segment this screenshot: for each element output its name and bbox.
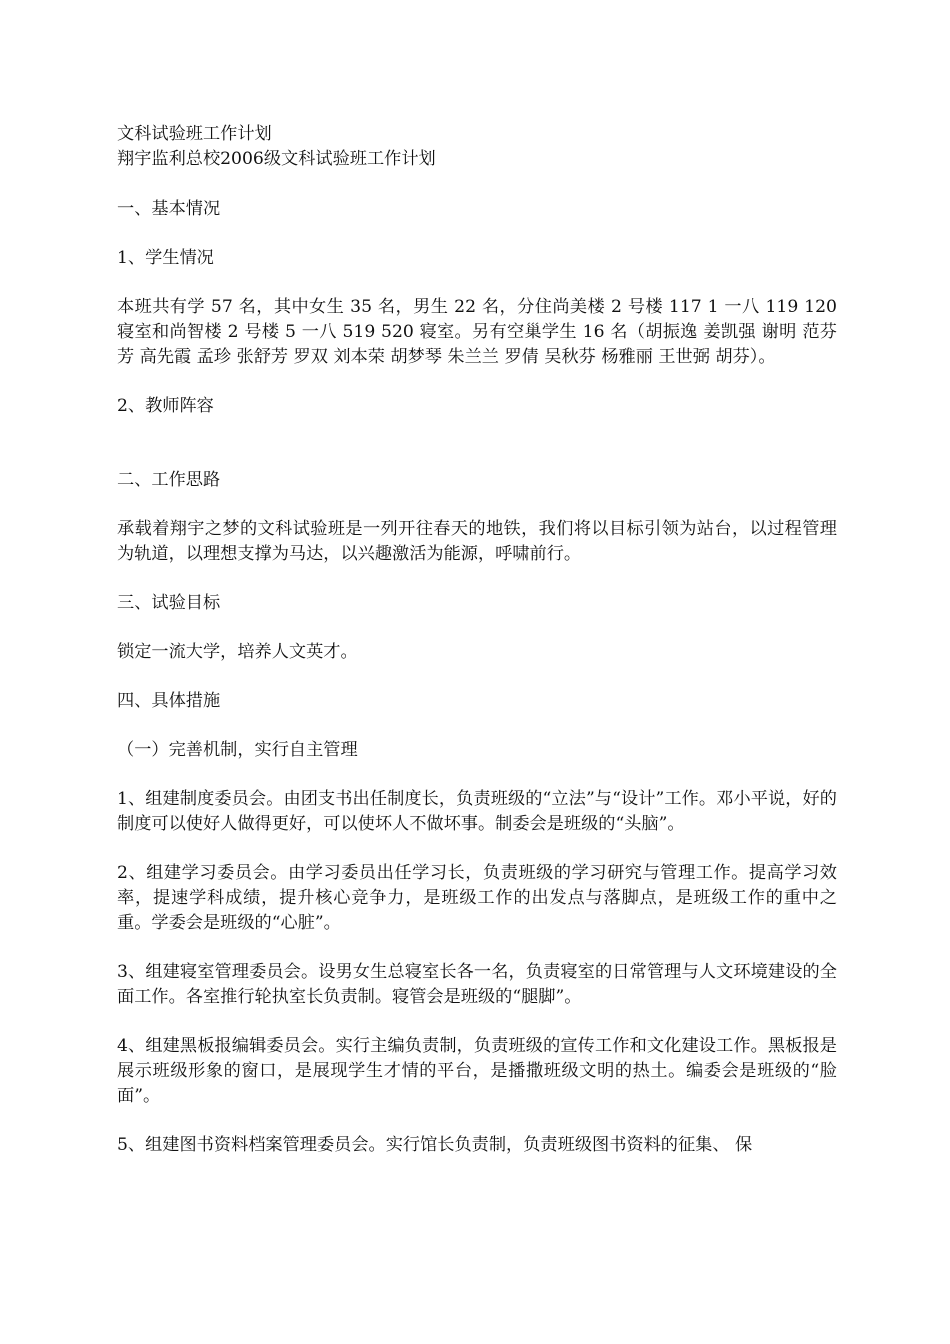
measure-item: 4、组建黑板报编辑委员会。实行主编负责制，负责班级的宣传工作和文化建设工作。黑板报是展示班级形象的窗口，是展现学生才情的平台，是播撒班级文明的热土。编委会是班级的“脸面”。 [117,1036,837,1106]
measure-item: 2、组建学习委员会。由学习委员出任学习长，负责班级的学习研究与管理工作。提高学习效率，提速学科成绩，提升核心竞争力，是班级工作的出发点与落脚点，是班级工作的重中之重。学委会是班级的“心脏”。 [117,863,837,933]
measure-item: 3、组建寝室管理委员会。设男女生总寝室长各一名，负责寝室的日常管理与人文环境建设的全面工作。各室推行轮执室长负责制。寝管会是班级的“腿脚”。 [117,962,837,1007]
section-heading-goals: 三、试验目标 [117,593,221,613]
measure-item: 1、组建制度委员会。由团支书出任制度长，负责班级的“立法”与“设计”工作。邓小平说，好的制度可以使好人做得更好，可以使坏人不做坏事。制委会是班级的“头脑”。 [117,789,837,834]
measure-item: 5、组建图书资料档案管理委员会。实行馆长负责制，负责班级图书资料的征集、 保 [117,1135,753,1155]
subheading-mechanism: （一）完善机制，实行自主管理 [117,740,358,760]
document-page [117,122,837,1158]
paragraph-work-ideas: 承载着翔宇之梦的文科试验班是一列开往春天的地铁，我们将以目标引领为站台，以过程管理为轨道，以理想支撑为马达，以兴趣激活为能源，呼啸前行。 [117,519,837,564]
section-heading-work-ideas: 二、工作思路 [117,470,221,490]
section-heading-measures: 四、具体措施 [117,691,221,711]
subheading-teachers: 2、教师阵容 [117,396,214,416]
section-heading-basic-info: 一、基本情况 [117,199,221,219]
paragraph-goals: 锁定一流大学，培养人文英才。 [117,642,358,662]
document-subtitle: 翔宇监利总校2006级文科试验班工作计划 [117,149,436,169]
subheading-students: 1、学生情况 [117,248,214,268]
document-title: 文科试验班工作计划 [117,124,272,144]
paragraph-students: 本班共有学 57 名，其中女生 35 名，男生 22 名，分住尚美楼 2 号楼 117 1 一八 119 120 寝室和尚智楼 2 号楼 5 一八 519 520 寝室。另有空巢学生 16 名（胡振逸 姜凯强 谢明 范芬芳 高先霞 孟珍 张舒芳 罗双 刘本荣 胡梦琴 朱兰兰 罗倩 吴秋芬 杨雅丽 王世弼 胡芬）。 [117,297,837,367]
